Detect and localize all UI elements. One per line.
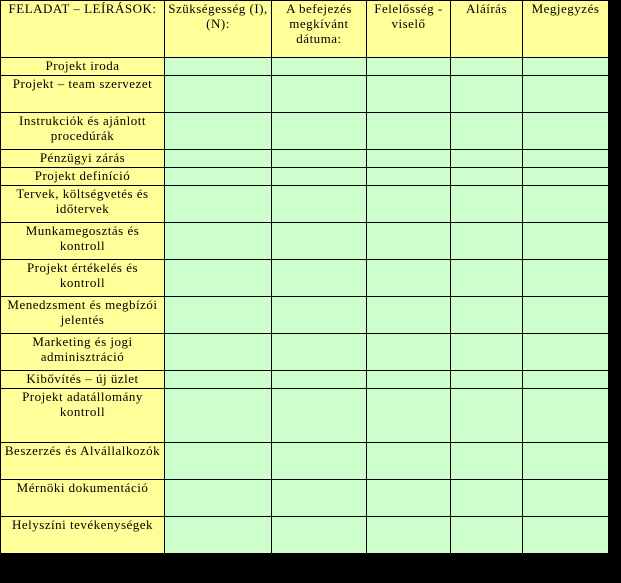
datum-cell[interactable] — [272, 223, 367, 260]
table-row — [1, 223, 609, 260]
datum-cell[interactable] — [272, 297, 367, 334]
szuksegesseg-cell[interactable] — [165, 150, 272, 168]
alairas-cell[interactable] — [451, 297, 523, 334]
alairas-cell[interactable] — [451, 443, 523, 480]
szuksegesseg-cell[interactable] — [165, 371, 272, 389]
szuksegesseg-cell[interactable] — [165, 113, 272, 150]
megjegyzes-cell[interactable] — [523, 168, 609, 186]
szuksegesseg-cell[interactable] — [165, 517, 272, 554]
table-row — [1, 186, 609, 223]
datum-cell[interactable] — [272, 150, 367, 168]
felelos-cell[interactable] — [367, 58, 451, 76]
task-label: Tervek, költségvetés és időtervek — [1, 186, 165, 223]
table-row — [1, 334, 609, 371]
felelos-cell[interactable] — [367, 517, 451, 554]
table-row — [1, 168, 609, 186]
table-row — [1, 150, 609, 168]
alairas-cell[interactable] — [451, 371, 523, 389]
felelos-cell[interactable] — [367, 260, 451, 297]
header-row — [1, 1, 609, 58]
table-row — [1, 297, 609, 334]
megjegyzes-cell[interactable] — [523, 260, 609, 297]
megjegyzes-cell[interactable] — [523, 371, 609, 389]
task-label: Menedzsment és megbízói jelentés — [1, 297, 165, 334]
datum-cell[interactable] — [272, 443, 367, 480]
task-label: Projekt iroda — [1, 58, 165, 76]
felelos-cell[interactable] — [367, 186, 451, 223]
table-row — [1, 76, 609, 113]
megjegyzes-cell[interactable] — [523, 58, 609, 76]
megjegyzes-cell[interactable] — [523, 186, 609, 223]
header-megjegyzes: Megjegyzés — [523, 1, 609, 58]
task-label: Projekt értékelés és kontroll — [1, 260, 165, 297]
alairas-cell[interactable] — [451, 113, 523, 150]
megjegyzes-cell[interactable] — [523, 443, 609, 480]
datum-cell[interactable] — [272, 517, 367, 554]
datum-cell[interactable] — [272, 371, 367, 389]
szuksegesseg-cell[interactable] — [165, 168, 272, 186]
megjegyzes-cell[interactable] — [523, 517, 609, 554]
task-label: Munkamegosztás és kontroll — [1, 223, 165, 260]
megjegyzes-cell[interactable] — [523, 150, 609, 168]
datum-cell[interactable] — [272, 168, 367, 186]
task-label: Projekt definíció — [1, 168, 165, 186]
felelos-cell[interactable] — [367, 371, 451, 389]
szuksegesseg-cell[interactable] — [165, 389, 272, 443]
megjegyzes-cell[interactable] — [523, 480, 609, 517]
felelos-cell[interactable] — [367, 334, 451, 371]
felelos-cell[interactable] — [367, 168, 451, 186]
felelos-cell[interactable] — [367, 113, 451, 150]
task-label: Projekt – team szervezet — [1, 76, 165, 113]
alairas-cell[interactable] — [451, 334, 523, 371]
alairas-cell[interactable] — [451, 517, 523, 554]
alairas-cell[interactable] — [451, 480, 523, 517]
header-szuksegesseg: Szükségesség (I), (N): — [165, 1, 272, 58]
datum-cell[interactable] — [272, 334, 367, 371]
felelos-cell[interactable] — [367, 443, 451, 480]
task-label: Helyszíni tevékenységek — [1, 517, 165, 554]
felelos-cell[interactable] — [367, 297, 451, 334]
table-row — [1, 260, 609, 297]
alairas-cell[interactable] — [451, 150, 523, 168]
datum-cell[interactable] — [272, 389, 367, 443]
task-label: Beszerzés és Alvállalkozók — [1, 443, 165, 480]
felelos-cell[interactable] — [367, 480, 451, 517]
datum-cell[interactable] — [272, 58, 367, 76]
szuksegesseg-cell[interactable] — [165, 334, 272, 371]
alairas-cell[interactable] — [451, 186, 523, 223]
header-befejezes-datuma: A befejezés megkívánt dátuma: — [272, 1, 367, 58]
felelos-cell[interactable] — [367, 223, 451, 260]
datum-cell[interactable] — [272, 113, 367, 150]
alairas-cell[interactable] — [451, 260, 523, 297]
megjegyzes-cell[interactable] — [523, 76, 609, 113]
szuksegesseg-cell[interactable] — [165, 76, 272, 113]
megjegyzes-cell[interactable] — [523, 223, 609, 260]
megjegyzes-cell[interactable] — [523, 297, 609, 334]
felelos-cell[interactable] — [367, 389, 451, 443]
megjegyzes-cell[interactable] — [523, 334, 609, 371]
table-row — [1, 58, 609, 76]
alairas-cell[interactable] — [451, 168, 523, 186]
task-label: Kibővítés – új üzlet — [1, 371, 165, 389]
datum-cell[interactable] — [272, 76, 367, 113]
szuksegesseg-cell[interactable] — [165, 297, 272, 334]
alairas-cell[interactable] — [451, 58, 523, 76]
szuksegesseg-cell[interactable] — [165, 186, 272, 223]
table-row — [1, 113, 609, 150]
table-row — [1, 443, 609, 480]
table-row — [1, 517, 609, 554]
szuksegesseg-cell[interactable] — [165, 58, 272, 76]
task-label: Projekt adatállomány kontroll — [1, 389, 165, 443]
task-label: Pénzügyi zárás — [1, 150, 165, 168]
datum-cell[interactable] — [272, 260, 367, 297]
felelos-cell[interactable] — [367, 150, 451, 168]
header-alairas: Aláírás — [451, 1, 523, 58]
szuksegesseg-cell[interactable] — [165, 260, 272, 297]
task-label: Marketing és jogi adminisztráció — [1, 334, 165, 371]
felelos-cell[interactable] — [367, 76, 451, 113]
megjegyzes-cell[interactable] — [523, 389, 609, 443]
header-feladat: FELADAT – LEÍRÁSOK: — [1, 1, 165, 58]
table-row — [1, 480, 609, 517]
alairas-cell[interactable] — [451, 389, 523, 443]
table-row — [1, 389, 609, 443]
task-label: Instrukciók és ajánlott procedúrák — [1, 113, 165, 150]
alairas-cell[interactable] — [451, 223, 523, 260]
table-row — [1, 371, 609, 389]
megjegyzes-cell[interactable] — [523, 113, 609, 150]
task-label: Mérnöki dokumentáció — [1, 480, 165, 517]
szuksegesseg-cell[interactable] — [165, 223, 272, 260]
datum-cell[interactable] — [272, 480, 367, 517]
header-felelosseg: Felelősség - viselő — [367, 1, 451, 58]
datum-cell[interactable] — [272, 186, 367, 223]
szuksegesseg-cell[interactable] — [165, 480, 272, 517]
szuksegesseg-cell[interactable] — [165, 443, 272, 480]
alairas-cell[interactable] — [451, 76, 523, 113]
